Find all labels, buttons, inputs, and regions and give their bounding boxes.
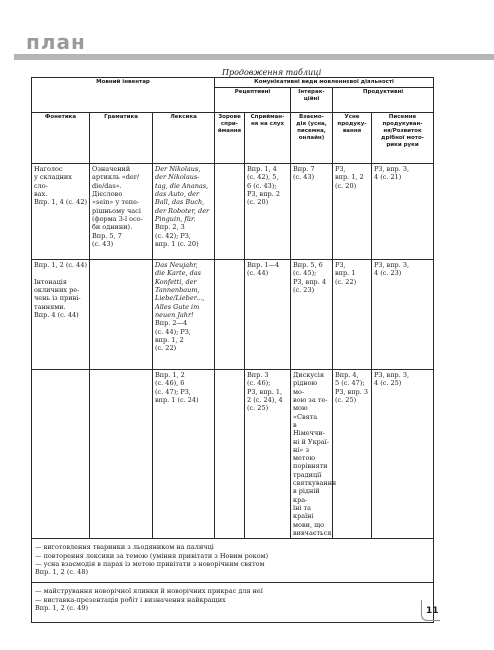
table-row bbox=[32, 370, 434, 539]
interaction-header: Взаємо- дія (усна, писемна, онлайн) bbox=[291, 113, 333, 164]
header-row-1 bbox=[32, 78, 434, 88]
written-production-cell: РЗ, впр. 3, 4 (с. 23) bbox=[372, 260, 434, 370]
header-rule bbox=[14, 54, 494, 60]
section-title: план bbox=[26, 30, 86, 54]
header-row-3 bbox=[32, 113, 434, 164]
visual-cell bbox=[215, 260, 245, 370]
notes-row bbox=[32, 583, 434, 623]
notes-cell: — виготовлення тваринки з льодяником на паличці — повторення лексики за темою (уміння привітати з Новим роком) — усна взаємодія в парах із метою привітати з новорічним святом Впр. 1, 2 (с. 48) bbox=[32, 539, 434, 583]
grammar-cell bbox=[90, 370, 153, 539]
lesson-plan-table bbox=[31, 77, 434, 623]
productive-header: Продуктивні bbox=[333, 88, 434, 113]
lexis-header: Лексика bbox=[153, 113, 215, 164]
lang-inventory-header: Мовний інвентар bbox=[32, 78, 215, 113]
listening-cell: Впр. 1, 4 (с. 42), 5, 6 (с. 43); РЗ, впр. 2 (с. 20) bbox=[245, 164, 291, 260]
lexis-cell bbox=[153, 164, 215, 260]
written-production-cell: РЗ, впр. 3, 4 (с. 21) bbox=[372, 164, 434, 260]
lexis-exercises: Впр. 2—4 (с. 44); РЗ, впр. 1, 2 (с. 22) bbox=[155, 319, 191, 353]
visual-header: Зорове спри- ймання bbox=[215, 113, 245, 164]
visual-cell bbox=[215, 164, 245, 260]
listening-cell: Впр. 3 (с. 46); РЗ, впр. 1, 2 (с. 24), 4 (с. 25) bbox=[245, 370, 291, 539]
oral-production-cell: Впр. 4, 5 (с. 47); РЗ, впр. 3 (с. 25) bbox=[333, 370, 372, 539]
table-row bbox=[32, 164, 434, 260]
grammar-cell bbox=[90, 260, 153, 370]
page-number: 11 bbox=[426, 606, 439, 616]
oral-production-header: Усне продуку- вання bbox=[333, 113, 372, 164]
notes-row bbox=[32, 539, 434, 583]
interaction-cell: Дискусія рідною мо- вою за те- мою «Свята в Німеччи- ні й Украї- ні» з метою порівняти традиції святкування в рідній кра- їні та країні мови, що вивчається bbox=[291, 370, 333, 539]
interaction-cell: Впр. 5, 6 (с. 45); РЗ, впр. 4 (с. 23) bbox=[291, 260, 333, 370]
written-production-header: Писемне продукуван- ня/Розвиток дрібної мото- рики руки bbox=[372, 113, 434, 164]
oral-production-cell: РЗ, впр. 1 (с. 22) bbox=[333, 260, 372, 370]
listening-header: Сприйман- ня на слух bbox=[245, 113, 291, 164]
listening-cell: Впр. 1—4 (с. 44) bbox=[245, 260, 291, 370]
grammar-cell: Означений артикль «der/ die/das». Дієслово «sein» у тепе- рішньому часі (форма 3-ї осо- би однини). Впр. 5, 7 (с. 43) bbox=[90, 164, 153, 260]
lexis-exercises: Впр. 1, 2 (с. 46), 6 (с. 47); РЗ, впр. 1 (с. 24) bbox=[155, 371, 199, 404]
lexis-exercises: Впр. 2, 3 (с. 42); РЗ, впр. 1 (с. 20) bbox=[155, 223, 199, 248]
table-continuation-caption: Продовження таблиці bbox=[222, 68, 322, 77]
activities-header: Комунікативні види мовленнєвої діяльності bbox=[215, 78, 434, 88]
interactive-header: Інтерак- ційні bbox=[291, 88, 333, 113]
lexis-cell bbox=[153, 260, 215, 370]
written-production-cell: РЗ, впр. 3, 4 (с. 25) bbox=[372, 370, 434, 539]
notes-cell: — майстрування новорічної ялинки й новорічних прикрас для неї — виставка-презентація робіт і визначення найкращих Впр. 1, 2 (с. 49) bbox=[32, 583, 434, 623]
interaction-cell: Впр. 7 (с. 43) bbox=[291, 164, 333, 260]
lexis-cell bbox=[153, 370, 215, 539]
oral-production-cell: РЗ, впр. 1, 2 (с. 20) bbox=[333, 164, 372, 260]
phonetics-cell: Наголос у складних сло- вах. Впр. 1, 4 (с. 42) bbox=[32, 164, 90, 260]
lexis-words: Der Nikolaus, der Nikolaus- tag, die Ananas, das Auto, der Ball, das Buch, der Roboter, der Pinguin, für. bbox=[155, 165, 210, 223]
table-row bbox=[32, 260, 434, 370]
grammar-header: Граматика bbox=[90, 113, 153, 164]
visual-cell bbox=[215, 370, 245, 539]
phonetics-cell: Впр. 1, 2 (с. 44) Інтонація окличних ре- чень із приві- таннями. Впр. 4 (с. 44) bbox=[32, 260, 90, 370]
lexis-words: Das Neujahr, die Karte, das Konfetti, der Tannenbaum, Liebe/Lieber..., Alles Gute im neuen Jahr! bbox=[155, 261, 205, 319]
phonetics-header: Фонетика bbox=[32, 113, 90, 164]
receptive-header: Рецептивні bbox=[215, 88, 291, 113]
phonetics-cell bbox=[32, 370, 90, 539]
